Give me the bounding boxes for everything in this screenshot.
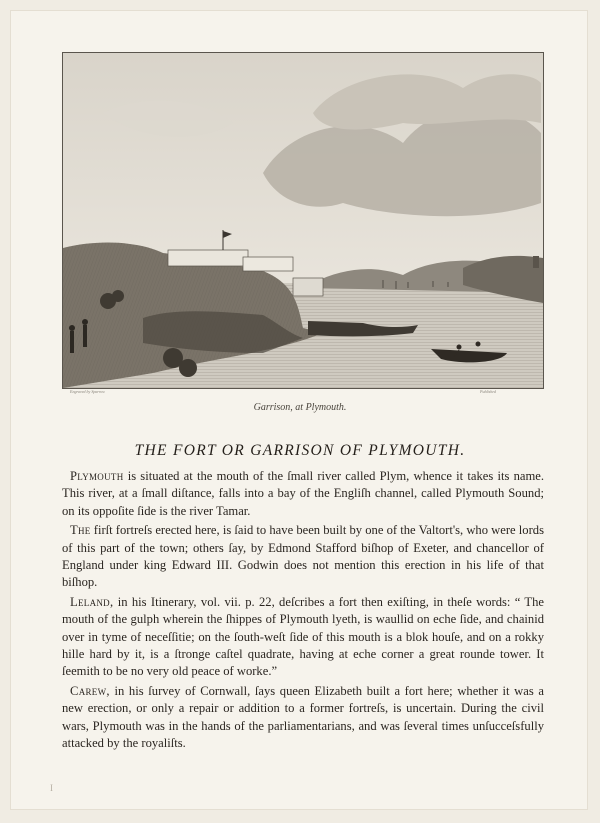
paragraph-text: in his Itinerary, vol. vii. p. 22, deſcribes a fort then exiſting, in theſe words: “ The mouth of the gulph wherein the ſhippes of Plymouth lyeth, is waullid on eche ſide, and chainid over in tyme of neceſſitie; on the ſouth-weſt ſide of this mouth is a blok houſe, and on a rokky hille hard by it, is a ſtronge caſtel quadrate, having at eche corner a great rounde tower. It ſeemith to be no very old peace of worke.”	[62, 594, 544, 679]
paragraph-text: is situated at the mouth of the ſmall river called Plym, whence it takes its name. This river, at a ſmall diſtance, falls into a bay of the Engliſh channel, called Plymouth Sound; on its oppoſite ſide is the river Tamar.	[62, 469, 544, 518]
paragraph	[62, 594, 544, 681]
paragraph-lead: The	[70, 523, 91, 538]
publisher-credit: Published	[480, 389, 496, 394]
article-body	[62, 468, 544, 753]
paragraph	[62, 468, 544, 520]
paragraph	[62, 683, 544, 753]
engraving-plate	[62, 52, 544, 389]
paragraph-text: in his ſurvey of Cornwall, ſays queen Elizabeth built a fort here; whether it was a new erection, or only a repair or addition to a former fortreſs, is uncertain. During the civil wars, Plymouth was in the hands of the parliamentarians, and was ſeveral times unſucceſsfully attacked by the royaliſts.	[62, 683, 544, 751]
engraver-credit: Engraved by Sparrow	[70, 389, 105, 394]
paragraph-lead: Leland,	[70, 594, 114, 609]
page-title: THE FORT OR GARRISON OF PLYMOUTH.	[134, 442, 466, 459]
paragraph-lead: Plymouth	[70, 469, 124, 483]
engraving-illustration	[63, 53, 543, 388]
corner-mark: I	[50, 783, 53, 793]
paragraph-text: firſt fortreſs erected here, is ſaid to have been built by one of the Valtort's, who were lords of this part of the town; others ſay, by Edmond Stafford biſhop of Exeter, and chancellor of England under king Edward III. Godwin does not mention this erection in his life of that biſhop.	[62, 523, 544, 590]
paragraph	[62, 522, 544, 592]
paragraph-lead: Carew,	[70, 683, 110, 698]
plate-caption: Garrison, at Plymouth.	[253, 402, 347, 413]
